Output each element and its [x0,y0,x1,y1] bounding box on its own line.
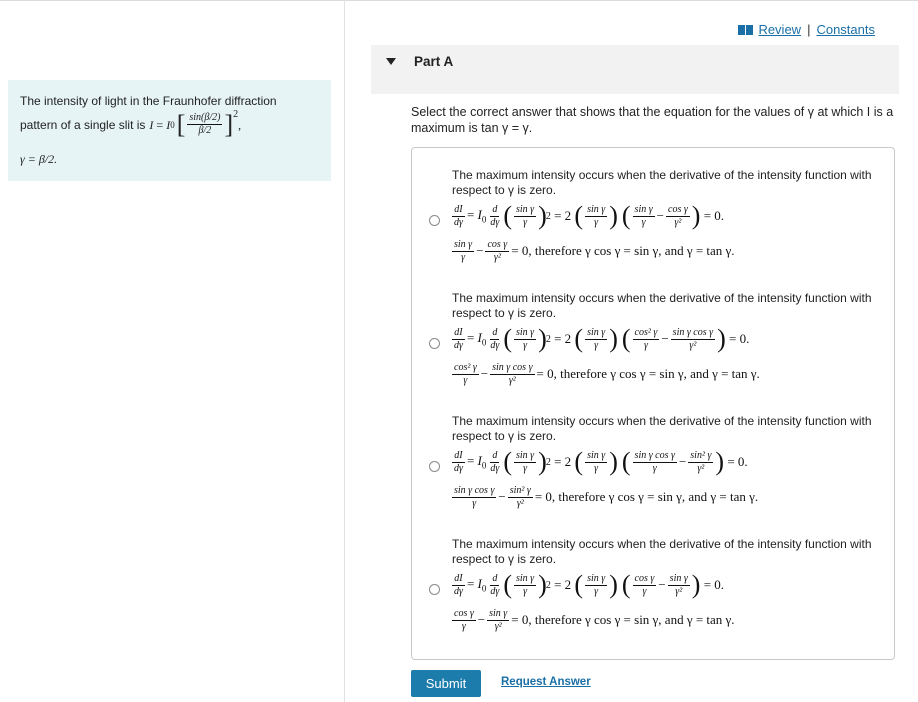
conclusion-term2-denominator: γ² [494,620,502,632]
question-text: Select the correct answer that shows that the equation for the values of γ at which I is a maximum is tan γ = γ. [411,105,894,135]
term2-denominator: γ² [697,462,705,474]
option-intro-text: The maximum intensity occurs when the derivative of the intensity function with respect to γ is zero. [452,168,872,197]
review-link[interactable]: Review [758,22,802,37]
term2-denominator: γ² [689,339,697,351]
conclusion-term1-denominator: γ [463,374,468,386]
conclusion-text: = 0, therefore γ cos γ = sin γ, and γ = tan γ. [511,612,735,627]
answer-radio[interactable] [429,338,440,349]
collapse-caret-icon[interactable] [386,58,396,65]
term2-denominator: γ² [675,585,683,597]
conclusion-term1-numerator: cos γ [454,607,474,619]
header-links [738,22,875,37]
conclusion-term1-denominator: γ [461,251,466,263]
conclusion-term2-numerator: cos γ [487,238,508,250]
conclusion-term1-denominator: γ [472,497,477,509]
conclusion-term1-denominator: γ [461,620,466,632]
conclusion-term1-numerator: sin γ [454,238,473,250]
term1-numerator: cos γ [634,572,655,584]
conclusion-term2-numerator: sin² γ [509,484,531,496]
part-a-header[interactable] [371,45,899,94]
problem-text-line2 [20,108,242,139]
conclusion-term2-numerator: sin γ [489,607,508,619]
derivative-equation: $\frac{dI}{d\gamma}$ = $I_0$ $\frac{d}{d\gamma}$ ( $\frac{\text{sin γ}}{\gamma}$ ) 2 = 2 ( $\frac{\text{sin γ}}{\gamma}$ ) ( $\frac{\text{cos² γ}}{\gamma}$ − $\frac{\text{sin γ cos γ}}{\text{γ²}}$ ) = 0. [454,324,750,353]
problem-text-prefix: pattern of a single slit is [20,117,146,132]
answer-option[interactable] [412,517,894,637]
answer-option[interactable] [412,148,894,268]
conclusion-term1-numerator: sin γ cos γ [454,484,495,496]
conclusion-term2-numerator: sin γ cos γ [492,361,533,373]
constants-link[interactable]: Constants [816,22,875,37]
problem-statement-panel [8,80,331,181]
option-intro-text: The maximum intensity occurs when the derivative of the intensity function with respect to γ is zero. [452,291,872,320]
conclusion-text: = 0, therefore γ cos γ = sin γ, and γ = tan γ. [511,243,735,258]
derivative-equation: $\frac{dI}{d\gamma}$ = $I_0$ $\frac{d}{d\gamma}$ ( $\frac{\text{sin γ}}{\gamma}$ ) 2 = 2 ( $\frac{\text{sin γ}}{\gamma}$ ) ( $\frac{\text{sin γ}}{\gamma}$ − $\frac{\text{cos γ}}{\text{γ²}}$ ) = 0. [454,201,725,230]
problem-text-line1: The intensity of light in the Fraunhofer diffraction [20,94,277,108]
conclusion-term2-denominator: γ² [493,251,501,263]
request-answer-link[interactable]: Request Answer [501,676,591,688]
conclusion-equation: $\frac{\text{cos γ}}{\gamma}$ − $\frac{\text{sin γ}}{\text{γ²}}$ = 0, therefore γ cos γ = sin γ, and γ = tan γ. [454,607,735,632]
conclusion-equation: $\frac{\text{sin γ}}{\gamma}$ − $\frac{\text{cos γ}}{\text{γ²}}$ = 0, therefore γ cos γ = sin γ, and γ = tan γ. [454,238,735,263]
answer-radio[interactable] [429,461,440,472]
term2-numerator: sin² γ [690,449,712,461]
derivative-equation: $\frac{dI}{d\gamma}$ = $I_0$ $\frac{d}{d\gamma}$ ( $\frac{\text{sin γ}}{\gamma}$ ) 2 = 2 ( $\frac{\text{sin γ}}{\gamma}$ ) ( $\frac{\text{sin γ cos γ}}{\gamma}$ − $\frac{\text{sin² γ}}{\text{γ²}}$ ) = 0. [454,447,748,476]
conclusion-term2-denominator: γ² [516,497,524,509]
answer-radio[interactable] [429,215,440,226]
conclusion-equation: $\frac{\text{sin γ cos γ}}{\gamma}$ − $\frac{\text{sin² γ}}{\text{γ²}}$ = 0, therefore γ cos γ = sin γ, and γ = tan γ. [454,484,759,509]
term1-numerator: sin γ [634,203,653,215]
intensity-formula: I = I 0 [ $\frac{\sin(\beta/2)}{\beta/2}$ ] 2 , [149,108,242,139]
derivative-equation: $\frac{dI}{d\gamma}$ = $I_0$ $\frac{d}{d\gamma}$ ( $\frac{\text{sin γ}}{\gamma}$ ) 2 = 2 ( $\frac{\text{sin γ}}{\gamma}$ ) ( $\frac{\text{cos γ}}{\gamma}$ − $\frac{\text{sin γ}}{\text{γ²}}$ ) = 0. [454,570,725,599]
term2-numerator: sin γ [669,572,688,584]
conclusion-text: = 0, therefore γ cos γ = sin γ, and γ = tan γ. [534,489,759,504]
answer-options-box [411,147,895,660]
term1-denominator: γ [641,216,646,228]
option-intro-text: The maximum intensity occurs when the derivative of the intensity function with respect to γ is zero. [452,537,872,566]
term1-denominator: γ [642,585,647,597]
header-separator: | [807,22,811,37]
option-intro-text: The maximum intensity occurs when the derivative of the intensity function with respect to γ is zero. [452,414,872,443]
part-title: Part A [414,54,454,69]
term1-numerator: sin γ cos γ [634,449,675,461]
term2-numerator: sin γ cos γ [672,326,714,338]
term1-denominator: γ [652,462,657,474]
term2-denominator: γ² [674,216,682,228]
review-book-icon [738,25,753,35]
term1-numerator: cos² γ [634,326,658,338]
answer-option[interactable] [412,271,894,391]
answer-option[interactable] [412,394,894,514]
term1-denominator: γ [643,339,648,351]
conclusion-equation: $\frac{\text{cos² γ}}{\gamma}$ − $\frac{\text{sin γ cos γ}}{\text{γ²}}$ = 0, therefore γ cos γ = sin γ, and γ = tan γ. [454,361,760,386]
term2-numerator: cos γ [668,203,688,215]
conclusion-term2-denominator: γ² [508,374,516,386]
submit-button[interactable]: Submit [411,670,481,697]
conclusion-text: = 0, therefore γ cos γ = sin γ, and γ = tan γ. [536,366,760,381]
problem-text-line3: γ = β/2. [20,152,58,166]
panel-divider [344,0,345,702]
conclusion-term1-numerator: cos² γ [454,361,477,373]
answer-radio[interactable] [429,584,440,595]
top-border [0,0,918,1]
